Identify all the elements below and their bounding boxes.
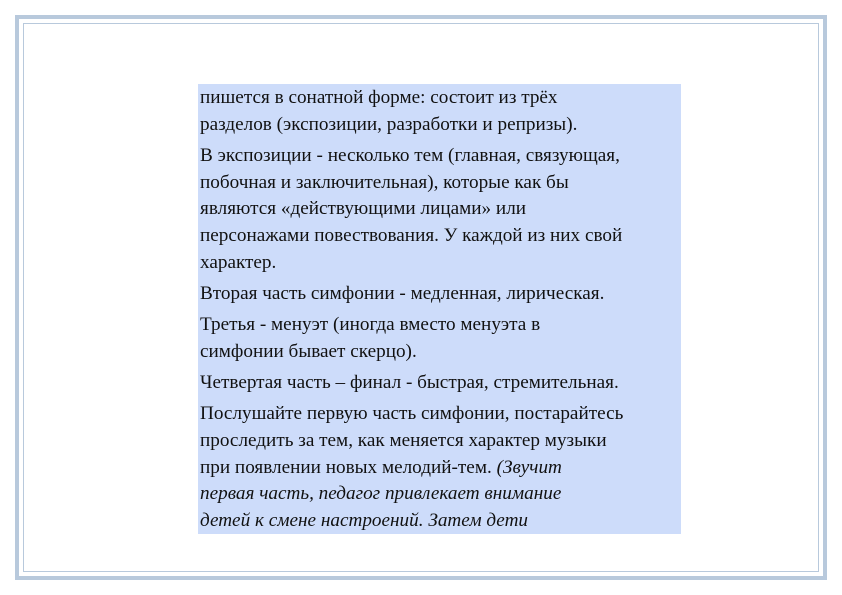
text-line: проследить за тем, как меняется характер музыки xyxy=(200,429,607,451)
paragraph-fourth-movement xyxy=(200,370,680,397)
text-line: Вторая часть симфонии - медленная, лирическая. xyxy=(200,282,605,304)
text-line: Послушайте первую часть симфонии, постарайтесь xyxy=(200,403,624,425)
text-line: симфонии бывает скерцо). xyxy=(200,340,417,362)
italic-text-line: первая часть, педагог привлекает внимание xyxy=(200,483,562,505)
text-line: Третья - менуэт (иногда вместо менуэта в xyxy=(200,314,541,336)
text-line: персонажами повествования. У каждой из них свой xyxy=(200,225,623,247)
slide-text-box xyxy=(198,84,681,534)
text-line: пишется в сонатной форме: состоит из трёх xyxy=(200,87,558,108)
italic-text: (Звучит xyxy=(496,456,562,478)
text-line: характер. xyxy=(200,251,277,273)
text-line: разделов (экспозиции, разработки и репризы). xyxy=(200,113,578,135)
text-line: являются «действующими лицами» или xyxy=(200,198,527,220)
paragraph-exposition xyxy=(200,143,680,277)
regular-text: при появлении новых мелодий-тем. xyxy=(200,456,492,478)
paragraph-listening-task xyxy=(200,401,680,534)
text-line: В экспозиции - несколько тем (главная, связующая, xyxy=(200,144,620,166)
text-line-mixed xyxy=(200,455,680,482)
paragraph-third-movement xyxy=(200,312,680,365)
paragraph-sonata-form xyxy=(200,85,680,138)
italic-text-line: детей к смене настроений. Затем дети xyxy=(200,510,529,532)
paragraph-second-movement xyxy=(200,281,680,308)
text-line: побочная и заключительная), которые как бы xyxy=(200,171,569,193)
text-line: Четвертая часть – финал - быстрая, стремительная. xyxy=(200,372,619,394)
